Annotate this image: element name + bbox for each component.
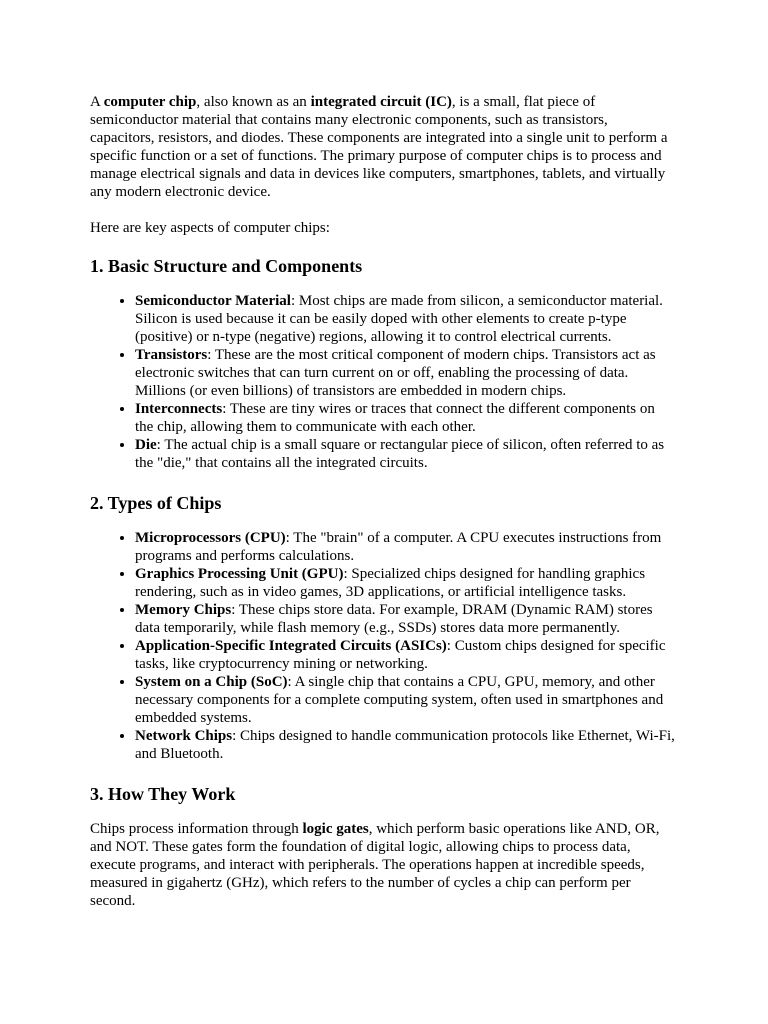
list-item-term: Graphics Processing Unit (GPU) xyxy=(135,566,344,582)
intro-text-2: , also known as an xyxy=(196,94,311,110)
list-item-desc: : The actual chip is a small square or rectangular piece of silicon, often referred to as the "die," that contains all the integrated circuits. xyxy=(135,437,665,471)
list-item-desc: : These are the most critical component of modern chips. Transistors act as electronic switches that can turn current on or off, enabling the processing of data. Millions (or even billions) of transistors are embedded in modern chips. xyxy=(135,347,656,399)
document-body xyxy=(90,93,676,910)
list-item-term: System on a Chip (SoC) xyxy=(135,674,288,690)
list-item xyxy=(135,400,676,436)
section-heading-types: 2. Types of Chips xyxy=(90,493,222,513)
list-item-desc: : A single chip that contains a CPU, GPU, memory, and other necessary components for a complete computing system, often used in smartphones and embedded systems. xyxy=(135,674,664,726)
list-item-term: Semiconductor Material xyxy=(135,293,291,309)
intro-paragraph xyxy=(90,93,676,201)
section-heading-structure: 1. Basic Structure and Components xyxy=(90,256,363,276)
list-item xyxy=(135,565,676,601)
how-they-work-paragraph xyxy=(90,820,676,910)
list-item xyxy=(135,529,676,565)
list-item xyxy=(135,673,676,727)
list-item xyxy=(135,601,676,637)
list-item-desc: : Specialized chips designed for handling graphics rendering, such as in video games, 3D applications, or artificial intelligence tasks. xyxy=(135,566,646,600)
list-item-term: Die xyxy=(135,437,157,453)
list-item-term: Transistors xyxy=(135,347,208,363)
intro-text-3: , is a small, flat piece of semiconductor material that contains many electronic components, such as transistors, capacitors, resistors, and diodes. These components are integrated into a single unit to perform a specific function or a set of functions. The primary purpose of computer chips is to process and manage electrical signals and data in devices like computers, smartphones, tablets, and virtually any modern electronic device. xyxy=(90,94,668,200)
list-item xyxy=(135,346,676,400)
intro-text-1: A xyxy=(90,94,104,110)
list-item-term: Memory Chips xyxy=(135,602,232,618)
list-item-term: Microprocessors (CPU) xyxy=(135,530,286,546)
how-text-2: , which perform basic operations like AND, OR, and NOT. These gates form the foundation of digital logic, allowing chips to process data, execute programs, and interact with peripherals. The operations happen at incredible speeds, measured in gigahertz (GHz), which refers to the number of cycles a chip can perform per second. xyxy=(90,821,660,909)
list-item-term: Interconnects xyxy=(135,401,223,417)
how-text-1: Chips process information through xyxy=(90,821,303,837)
list-item xyxy=(135,727,676,763)
list-item-desc: : Custom chips designed for specific tasks, like cryptocurrency mining or networking. xyxy=(135,638,666,672)
list-item xyxy=(135,292,676,346)
how-term-logic-gates: logic gates xyxy=(302,821,369,837)
list-item-desc: : These are tiny wires or traces that connect the different components on the chip, allowing them to communicate with each other. xyxy=(135,401,655,435)
intro-term-integrated-circuit: integrated circuit (IC) xyxy=(310,94,452,110)
list-item-desc: : Chips designed to handle communication protocols like Ethernet, Wi-Fi, and Bluetooth. xyxy=(135,728,675,762)
list-item-desc: : These chips store data. For example, DRAM (Dynamic RAM) stores data temporarily, while flash memory (e.g., SSDs) stores data more permanently. xyxy=(135,602,653,636)
section-heading-how-they-work: 3. How They Work xyxy=(90,784,236,804)
list-item-term: Application-Specific Integrated Circuits (ASICs) xyxy=(135,638,447,654)
list-item-desc: : Most chips are made from silicon, a semiconductor material. Silicon is used because it can be easily doped with other elements to create p-type (positive) or n-type (negative) regions, allowing it to control electrical currents. xyxy=(135,293,663,345)
structure-list xyxy=(90,292,676,472)
list-item-desc: : The "brain" of a computer. A CPU executes instructions from programs and performs calculations. xyxy=(135,530,662,564)
intro-term-computer-chip: computer chip xyxy=(103,94,197,110)
types-list xyxy=(90,529,676,763)
lead-paragraph: Here are key aspects of computer chips: xyxy=(90,220,330,236)
list-item-term: Network Chips xyxy=(135,728,233,744)
list-item xyxy=(135,436,676,472)
list-item xyxy=(135,637,676,673)
